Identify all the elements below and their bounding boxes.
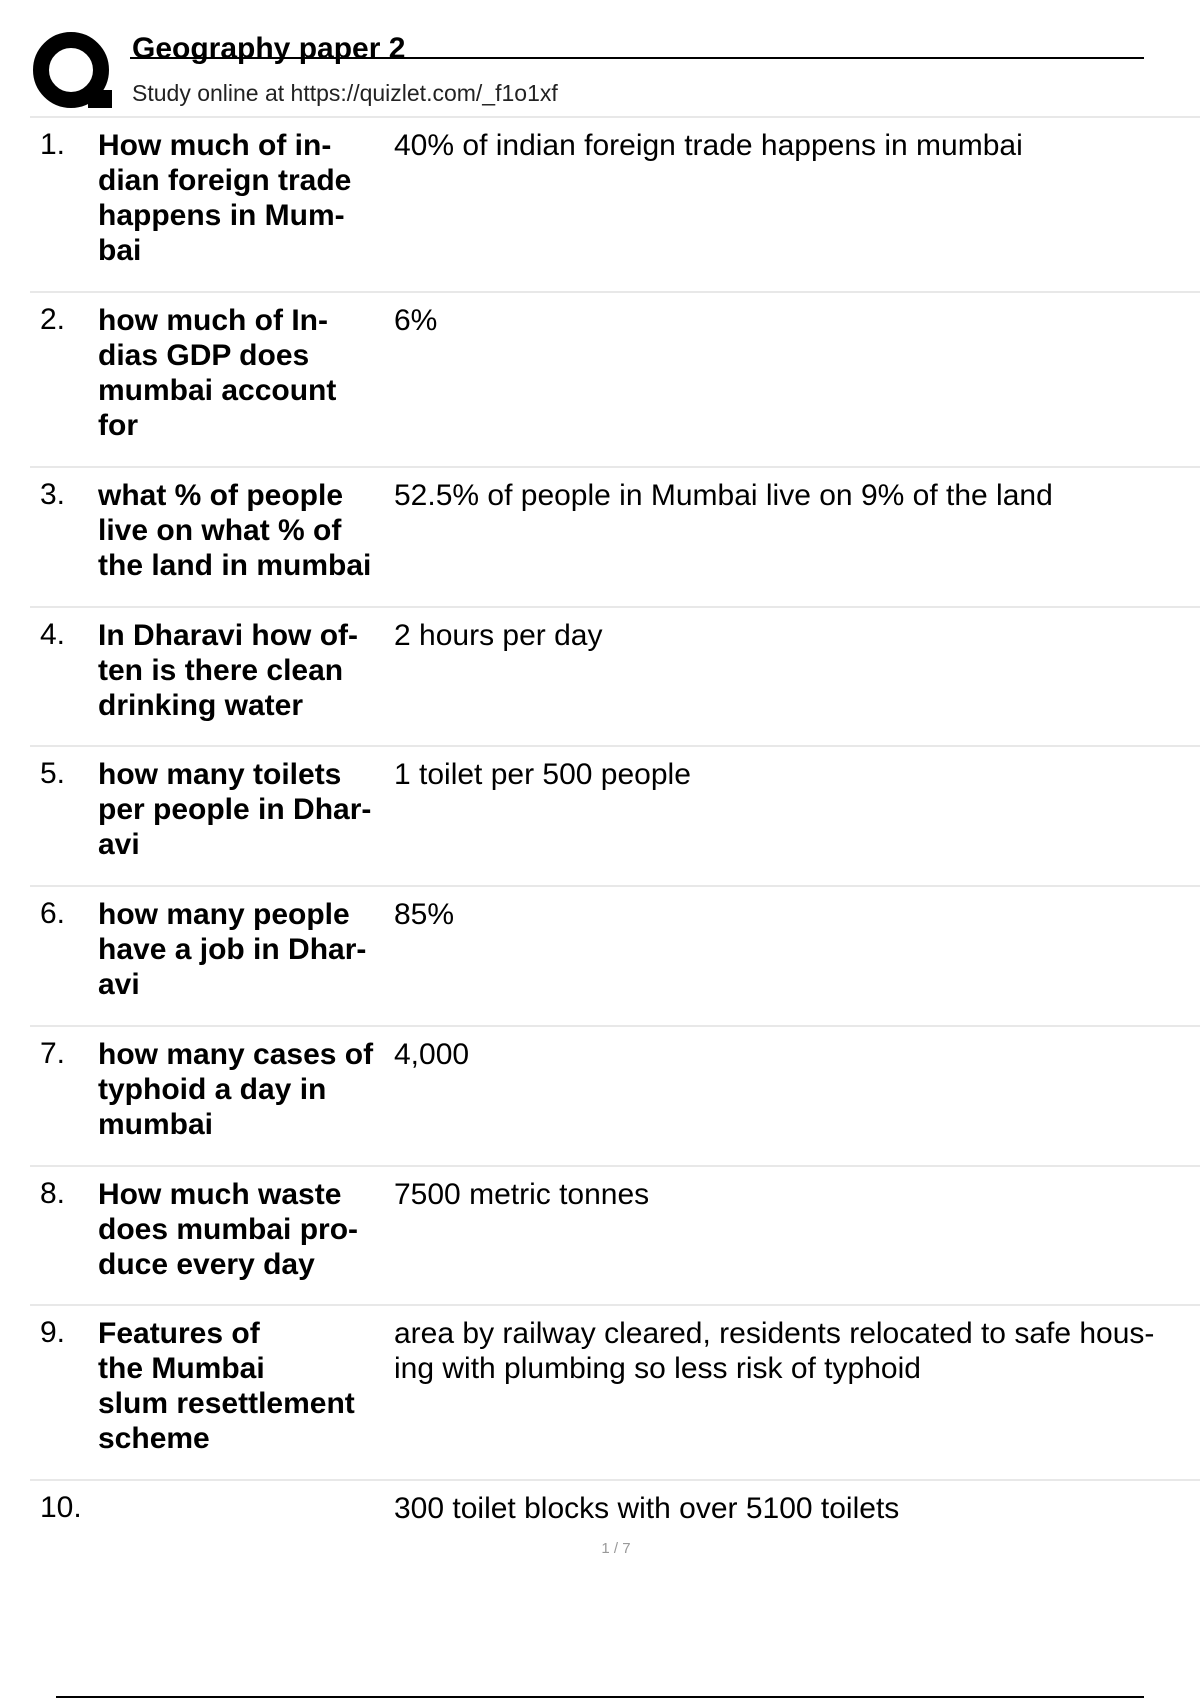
card-number: 10.: [40, 1491, 82, 1524]
card-row: [30, 606, 1200, 745]
card-question: how many cases of typhoid a day in mumbai: [98, 1038, 374, 1141]
card-row: [30, 885, 1200, 1025]
card-number: 7.: [40, 1037, 66, 1070]
card-question: How much waste does mumbai pro- duce every day: [98, 1178, 359, 1281]
card-answer: 1 toilet per 500 people: [394, 758, 691, 791]
card-number: 8.: [40, 1177, 66, 1210]
card-answer: 2 hours per day: [394, 619, 603, 652]
page-number: 1 / 7: [601, 1540, 631, 1557]
quizlet-logo-icon: [32, 32, 114, 114]
flashcard-list: [30, 116, 1200, 1547]
card-question: how much of In- dias GDP does mumbai account for: [98, 304, 337, 442]
card-row: [30, 745, 1200, 885]
card-row: [30, 1165, 1200, 1304]
card-number: 3.: [40, 478, 66, 511]
card-row: [30, 291, 1200, 466]
card-number: 1.: [40, 128, 66, 161]
card-answer: 40% of indian foreign trade happens in mumbai: [394, 129, 1023, 162]
card-row: [30, 466, 1200, 606]
card-row: [30, 116, 1200, 291]
document-title: Geography paper 2: [132, 32, 406, 65]
card-answer: 4,000: [394, 1038, 470, 1071]
card-row: [30, 1304, 1200, 1479]
study-link[interactable]: Study online at https://quizlet.com/_f1o1xf: [132, 80, 558, 106]
card-answer: 52.5% of people in Mumbai live on 9% of the land: [394, 479, 1053, 512]
card-question: Features of the Mumbai slum resettlement scheme: [98, 1317, 355, 1455]
card-number: 4.: [40, 618, 66, 651]
card-number: 9.: [40, 1316, 66, 1349]
card-number: 6.: [40, 897, 66, 930]
card-answer: 85%: [394, 898, 455, 931]
card-answer: 7500 metric tonnes: [394, 1178, 650, 1211]
card-question: how many people have a job in Dhar- avi: [98, 898, 367, 1001]
card-answer: area by railway cleared, residents relocated to safe hous- ing with plumbing so less risk of typhoid: [394, 1317, 1155, 1385]
card-answer: 300 toilet blocks with over 5100 toilets: [394, 1492, 900, 1525]
card-answer: 6%: [394, 304, 438, 337]
card-question: In Dharavi how of- ten is there clean drinking water: [98, 619, 359, 722]
card-number: 2.: [40, 303, 66, 336]
card-question: what % of people live on what % of the land in mumbai: [98, 479, 372, 582]
card-row: [30, 1479, 1200, 1547]
card-row: [30, 1025, 1200, 1165]
page-header: [32, 30, 1144, 116]
card-question: How much of in- dian foreign trade happens in Mum- bai: [98, 129, 352, 267]
footer-divider: [56, 1696, 1144, 1698]
card-number: 5.: [40, 757, 66, 790]
card-question: how many toilets per people in Dhar- avi: [98, 758, 372, 861]
